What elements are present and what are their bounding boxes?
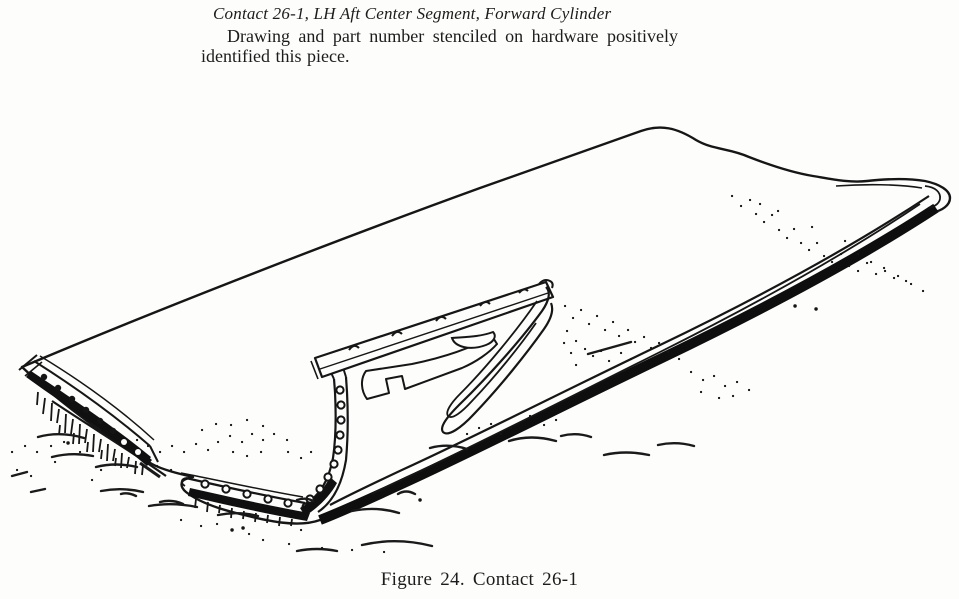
figure-heading: Contact 26-1, LH Aft Center Segment, Forward Cylinder (213, 4, 612, 23)
figure-paragraph-line1: Drawing and part number stenciled on hardware positively (227, 26, 678, 46)
panel-silhouette (22, 128, 950, 524)
figure-caption: Figure 24. Contact 26-1 (380, 569, 579, 590)
figure-paragraph-line2: identified this piece. (201, 46, 350, 66)
